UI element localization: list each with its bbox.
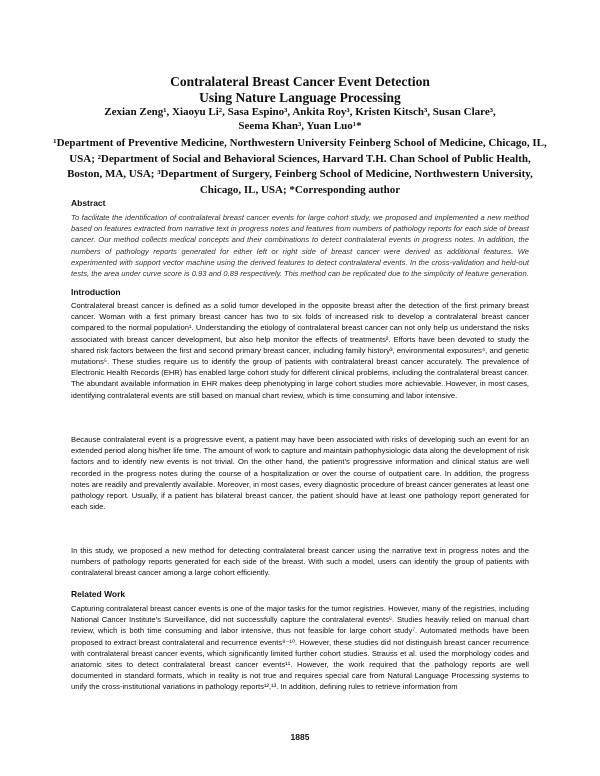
introduction-paragraph-1: Contralateral breast cancer is defined as a solid tumor developed in the opposite breast after the detection of the first primary breast cancer. Woman with a first primary breast cancer has two to six folds of increased risk to develop a contralateral breast cancer compared to the normal population¹. Understanding the etiology of contralateral breast cancer can not only help us understand the risks associated with breast cancer development, but also help monitor the effects of treatments². Efforts have been devoted to study the shared risk factors between the first and second primary breast cancer, including family history³, environmental exposures⁴, and genetic mutations⁵. These studies require us to identify the group of patients with contralateral breast cancer accurately. The prevalence of Electronic Health Records (EHR) has enabled large cohort study for different clinical problems, including the contralateral breast cancer. The abundant available information in EHR makes deep phenotyping in large cohort studies more achievable. However, in most cases, identifying contralateral events are still based on manual chart review, which is time consuming and labor intensive. [71, 301, 529, 400]
introduction-heading: Introduction [71, 287, 121, 297]
title-line-2: Using Nature Language Processing [199, 90, 401, 105]
paper-title [40, 74, 560, 106]
author-list [40, 106, 560, 133]
title-line-1: Contralateral Breast Cancer Event Detection [170, 74, 430, 89]
introduction-paragraph-2: Because contralateral event is a progressive event, a patient may have been associated with risks of developing such an event for an extended period along his/her life time. The amount of work to capture and maintain pathophysiologic data along the development of risk factors and to identify new events is not trivial. On the other hand, the patient’s progressive information and clinical status are well recorded in the progress notes during the course of a hospitalization or over the course of outpatient care. In addition, the progress notes are readily and prevalently available. Moreover, in most cases, every diagnostic procedure of breast cancer generates at least one pathology report. Usually, if a patient has bilateral breast cancer, the patient should have at least one pathology report generated for each side. [71, 435, 529, 512]
abstract-text: To facilitate the identification of contralateral breast cancer events for large cohort study, we proposed and implemented a new method based on features extracted from narrative text in progress notes and features from numbers of pathology reports for each side of breast cancer. Our method collects medical concepts and their combinations to detect contralateral events in progress notes. In addition, the numbers of pathology reports generated for either left or right side of breast cancer were derived as additional features. We experimented with support vector machine using the derived features to detect contralateral events. In the cross-validation and held-out tests, the area under curve score is 0.93 and 0.89 respectively. This method can be replicated due to the simplicity of feature generation. [71, 213, 529, 279]
abstract-heading: Abstract [71, 198, 106, 208]
introduction-paragraph-3: In this study, we proposed a new method for detecting contralateral breast cancer using the narrative text in progress notes and the numbers of pathology reports generated for each side of the breast. With such a model, users can identify the group of patients with contralateral breast cancer among a large cohort efficiently. [71, 546, 529, 578]
related-work-heading: Related Work [71, 589, 126, 599]
authors-line-2: Seema Khan³, Yuan Luo¹* [238, 119, 362, 132]
related-work-paragraph: Capturing contralateral breast cancer events is one of the major tasks for the tumor registries. However, many of the registries, including National Cancer Institute’s Surveillance, did not successfully capture the contralateral events⁶. Studies heavily relied on manual chart review, which is both time consuming and labor intensive, thus not feasible for large cohort study⁷. Automated methods have been proposed to extract breast contralateral and recurrence events⁸⁻¹⁰. However, these studies did not distinguish breast cancer recurrence with contralateral breast cancer events, which significantly limited further cohort studies. Strauss et al. used the morphology codes and anatomic sites to detect contralateral breast cancer events¹¹. However, the work required that the pathology reports are well documented in standard formats, which in reality is not true and requires special care from Natural Language Processing systems to unify the cross-institutional variations in pathology reports¹²,¹³. In addition, defining rules to retrieve information from [71, 604, 529, 692]
page-number: 1885 [290, 732, 310, 742]
affiliations: ¹Department of Preventive Medicine, Northwestern University Feinberg School of Medicine, Chicago, IL, USA; ²Department of Social and Behavioral Sciences, Harvard T.H. Chan School of Public Health, Boston, MA, USA; ³Department of Surgery, Feinberg School of Medicine, Northwestern University, Chicago, IL, USA; *Corresponding author [53, 137, 547, 196]
authors-line-1: Zexian Zeng¹, Xiaoyu Li², Sasa Espino³, Ankita Roy³, Kristen Kitsch³, Susan Clare³, [104, 106, 496, 118]
